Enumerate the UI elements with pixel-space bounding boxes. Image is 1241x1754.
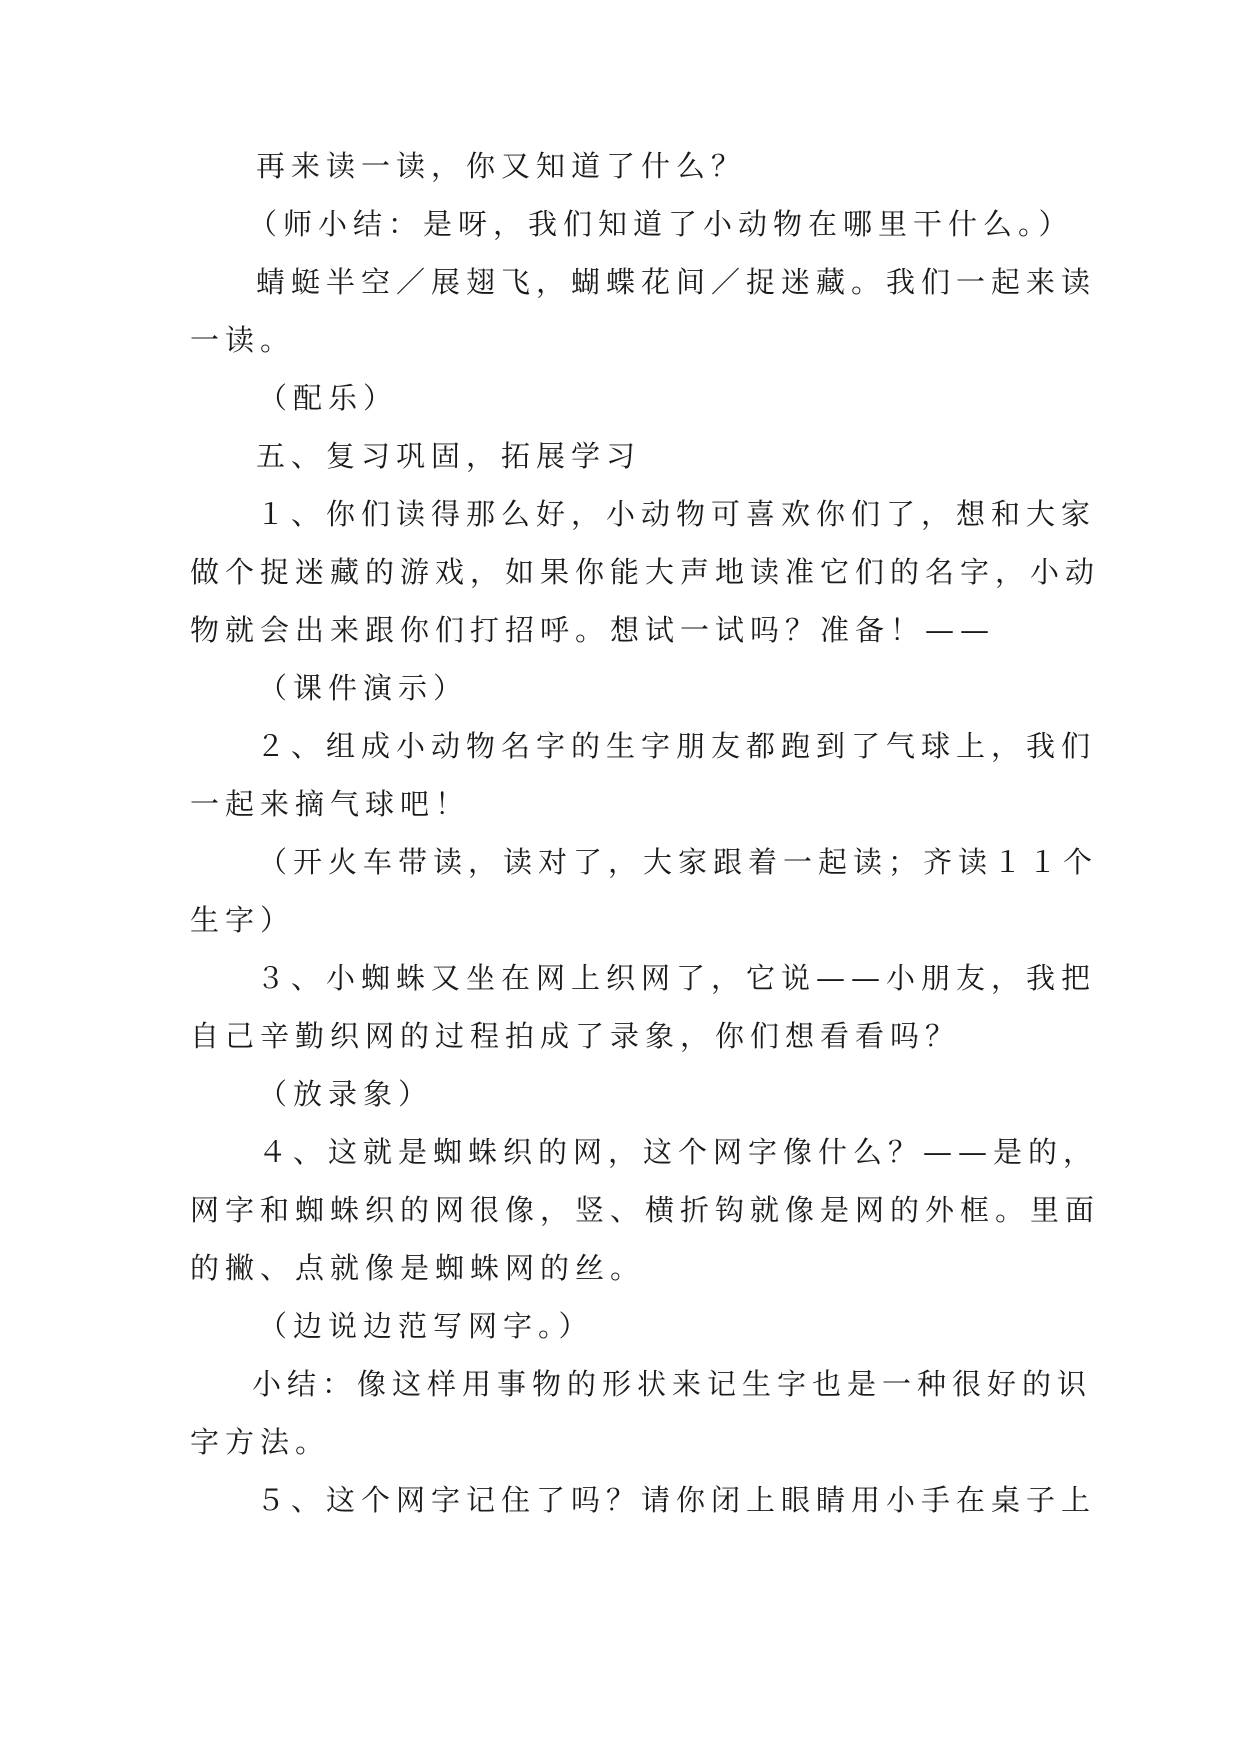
text-line: ２、组成小动物名字的生字朋友都跑到了气球上，我们 — [256, 729, 1097, 763]
text-line: （师小结：是呀，我们知道了小动物在哪里干什么。） — [248, 207, 1074, 241]
text-line: 一起来摘气球吧！ — [190, 787, 471, 821]
text-line: 一读。 — [190, 323, 296, 357]
text-line: １、你们读得那么好，小动物可喜欢你们了，想和大家 — [256, 497, 1097, 531]
text-line: 小结：像这样用事物的形状来记生字也是一种很好的识 — [252, 1367, 1093, 1401]
text-line: 的撇、点就像是蜘蛛网的丝。 — [190, 1251, 646, 1285]
text-line: 物就会出来跟你们打招呼。想试一试吗？准备！—— — [190, 613, 996, 647]
text-line: （放录象） — [258, 1077, 434, 1111]
text-line: 字方法。 — [190, 1425, 331, 1459]
text-line: ３、小蜘蛛又坐在网上织网了，它说——小朋友，我把 — [256, 961, 1097, 995]
text-line: ５、这个网字记住了吗？请你闭上眼睛用小手在桌子上 — [256, 1483, 1097, 1517]
text-line: 蜻蜓半空／展翅飞，蝴蝶花间／捉迷藏。我们一起来读 — [256, 265, 1097, 299]
text-line: 网字和蜘蛛织的网很像，竖、横折钩就像是网的外框。里面 — [190, 1193, 1101, 1227]
text-line: 再来读一读，你又知道了什么？ — [256, 149, 747, 183]
text-line: 生字） — [190, 903, 296, 937]
text-line: （课件演示） — [258, 671, 469, 705]
text-line: （配乐） — [258, 381, 399, 415]
text-line: （边说边范写网字。） — [258, 1309, 594, 1343]
text-line: ４、这就是蜘蛛织的网，这个网字像什么？——是的， — [258, 1135, 1099, 1169]
text-line: （开火车带读，读对了，大家跟着一起读；齐读１１个 — [258, 845, 1099, 879]
text-line: 做个捉迷藏的游戏，如果你能大声地读准它们的名字，小动 — [190, 555, 1101, 589]
text-line: 自己辛勤织网的过程拍成了录象，你们想看看吗？ — [190, 1019, 961, 1053]
section-heading: 五、复习巩固，拓展学习 — [256, 439, 642, 473]
